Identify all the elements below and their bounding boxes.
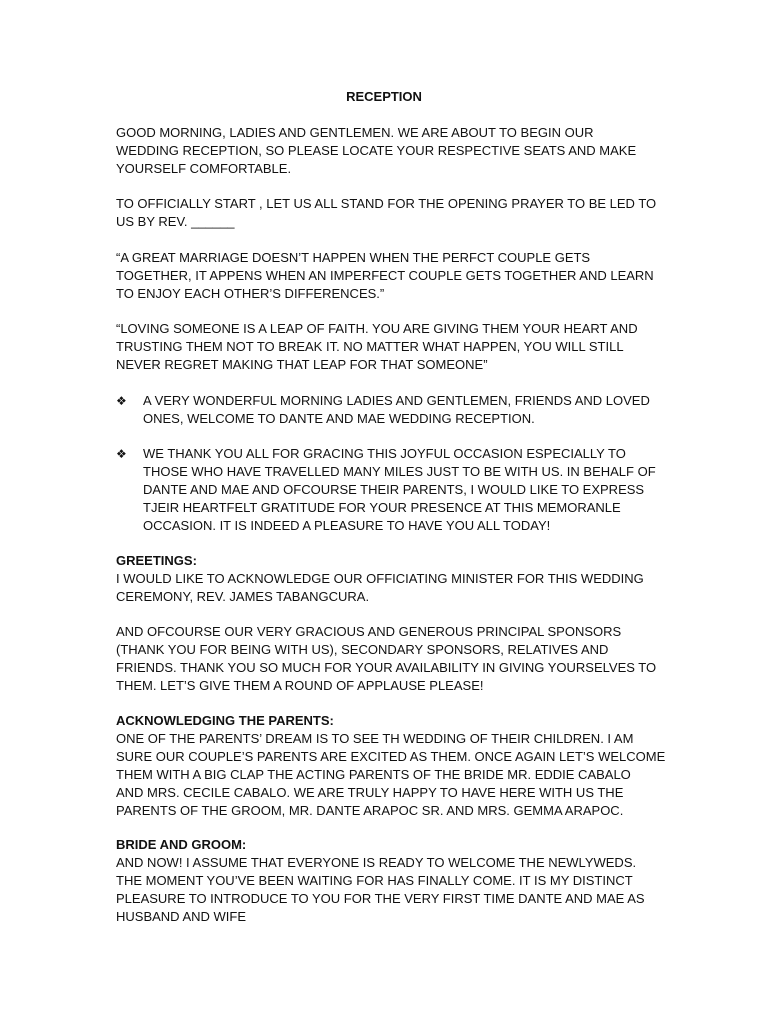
diamond-bullet-icon: ❖	[116, 447, 127, 461]
text-line: WEDDING RECEPTION, SO PLEASE LOCATE YOUR RESPECTIVE SEATS AND MAKE	[116, 143, 637, 158]
text-line: SURE OUR COUPLE’S PARENTS ARE EXCITED AS THEM. ONCE AGAIN LET’S WELCOME	[116, 749, 666, 764]
section-heading: GREETINGS:	[116, 553, 197, 568]
parents-section	[116, 712, 676, 820]
opening-prayer-paragraph	[116, 195, 676, 231]
sponsors-paragraph	[116, 623, 676, 695]
text-line: NEVER REGRET MAKING THAT LEAP FOR THAT SOMEONE”	[116, 357, 488, 372]
text-line: AND MRS. CECILE CABALO. WE ARE TRULY HAPPY TO HAVE HERE WITH US THE	[116, 785, 624, 800]
text-line: OCCASION. IT IS INDEED A PLEASURE TO HAVE YOU ALL TODAY!	[143, 518, 551, 533]
marriage-quote	[116, 249, 676, 303]
bullet-text	[143, 392, 650, 428]
text-line: ONES, WELCOME TO DANTE AND MAE WEDDING RECEPTION.	[143, 411, 535, 426]
text-line: PLEASURE TO INTRODUCE TO YOU FOR THE VERY FIRST TIME DANTE AND MAE AS	[116, 891, 645, 906]
bride-groom-section	[116, 836, 676, 926]
text-line: ONE OF THE PARENTS’ DREAM IS TO SEE TH WEDDING OF THEIR CHILDREN. I AM	[116, 731, 634, 746]
text-line: US BY REV. ______	[116, 214, 235, 229]
text-line: TOGETHER, IT APPENS WHEN AN IMPERFECT COUPLE GETS TOGETHER AND LEARN	[116, 268, 654, 283]
section-heading: ACKNOWLEDGING THE PARENTS:	[116, 713, 334, 728]
diamond-bullet-icon: ❖	[116, 394, 127, 408]
text-line: TRUSTING THEM NOT TO BREAK IT. NO MATTER WHAT HAPPEN, YOU WILL STILL	[116, 339, 624, 354]
text-line: TJEIR HEARTFELT GRATITUDE FOR YOUR PRESENCE AT THIS MEMORANLE	[143, 500, 621, 515]
text-line: “A GREAT MARRIAGE DOESN’T HAPPEN WHEN THE PERFCT COUPLE GETS	[116, 250, 591, 265]
text-line: CEREMONY, REV. JAMES TABANGCURA.	[116, 589, 370, 604]
text-line: THEM. LET’S GIVE THEM A ROUND OF APPLAUSE PLEASE!	[116, 678, 484, 693]
text-line: A VERY WONDERFUL MORNING LADIES AND GENTLEMEN, FRIENDS AND LOVED	[143, 393, 650, 408]
text-line: YOURSELF COMFORTABLE.	[116, 161, 292, 176]
text-line: THOSE WHO HAVE TRAVELLED MANY MILES JUST TO BE WITH US. IN BEHALF OF	[143, 464, 656, 479]
text-line: DANTE AND MAE AND OFCOURSE THEIR PARENTS, I WOULD LIKE TO EXPRESS	[143, 482, 645, 497]
text-line: “LOVING SOMEONE IS A LEAP OF FAITH. YOU ARE GIVING THEM YOUR HEART AND	[116, 321, 638, 336]
text-line: AND NOW! I ASSUME THAT EVERYONE IS READY TO WELCOME THE NEWLYWEDS.	[116, 855, 637, 870]
love-quote	[116, 320, 676, 374]
text-line: WE THANK YOU ALL FOR GRACING THIS JOYFUL OCCASION ESPECIALLY TO	[143, 446, 626, 461]
text-line: HUSBAND AND WIFE	[116, 909, 247, 924]
text-line: (THANK YOU FOR BEING WITH US), SECONDARY SPONSORS, RELATIVES AND	[116, 642, 609, 657]
text-line: THE MOMENT YOU’VE BEEN WAITING FOR HAS FINALLY COME. IT IS MY DISTINCT	[116, 873, 633, 888]
text-line: TO OFFICIALLY START , LET US ALL STAND FOR THE OPENING PRAYER TO BE LED TO	[116, 196, 657, 211]
opening-paragraph	[116, 124, 676, 178]
page-title: RECEPTION	[346, 89, 422, 104]
greetings-section	[116, 552, 676, 606]
section-heading: BRIDE AND GROOM:	[116, 837, 247, 852]
text-line: FRIENDS. THANK YOU SO MUCH FOR YOUR AVAILABILITY IN GIVING YOURSELVES TO	[116, 660, 657, 675]
text-line: TO ENJOY EACH OTHER’S DIFFERENCES.”	[116, 286, 385, 301]
text-line: AND OFCOURSE OUR VERY GRACIOUS AND GENEROUS PRINCIPAL SPONSORS	[116, 624, 622, 639]
text-line: GOOD MORNING, LADIES AND GENTLEMEN. WE ARE ABOUT TO BEGIN OUR	[116, 125, 594, 140]
text-line: PARENTS OF THE GROOM, MR. DANTE ARAPOC SR. AND MRS. GEMMA ARAPOC.	[116, 803, 624, 818]
text-line: I WOULD LIKE TO ACKNOWLEDGE OUR OFFICIATING MINISTER FOR THIS WEDDING	[116, 571, 644, 586]
text-line: THEM WITH A BIG CLAP THE ACTING PARENTS OF THE BRIDE MR. EDDIE CABALO	[116, 767, 631, 782]
bullet-text	[143, 445, 656, 535]
